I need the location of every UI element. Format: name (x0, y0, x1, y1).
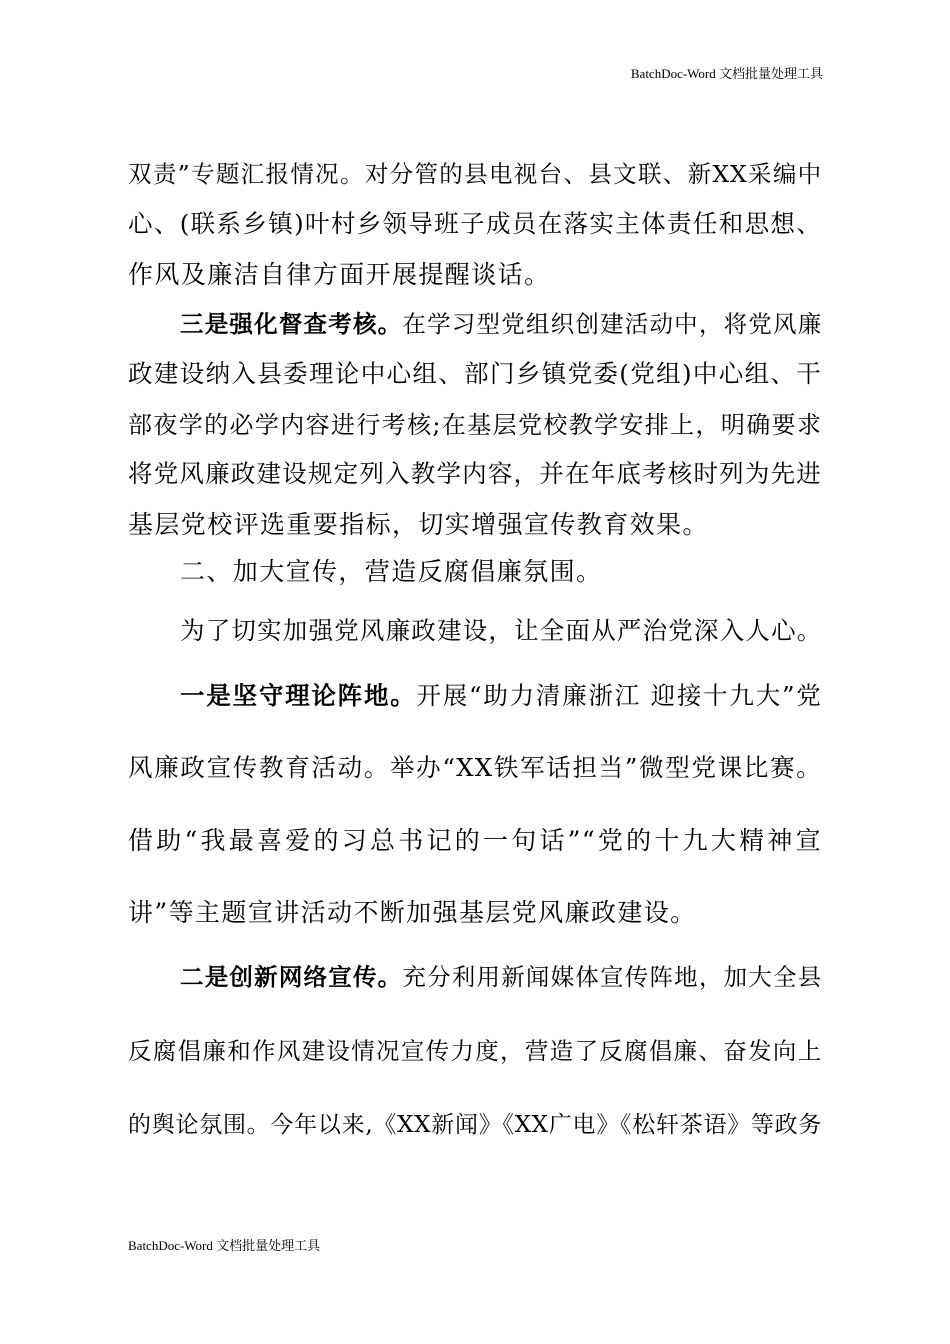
paragraph-lead-1: 一是坚守理论阵地。 (180, 681, 417, 710)
paragraph-line-17: 的舆论氛围。今年以来,《XX新闻》《XX广电》《松轩茶语》等政务 (128, 1112, 822, 1138)
paragraph-line-16: 反腐倡廉和作风建设情况宣传力度，营造了反腐倡廉、奋发向上 (128, 1037, 822, 1065)
paragraph-line-8: 基层党校评选重要指标，切实增强宣传教育效果。 (128, 510, 709, 539)
paragraph-line-14: 讲”等主题宣讲活动不断加强基层党风廉政建设。 (128, 898, 697, 927)
paragraph-line-10: 为了切实加强党风廉政建设，让全面从严治党深入人心。 (180, 616, 823, 645)
paragraph-line-13: 借助“我最喜爱的习总书记的一句话”“党的十九大精神宣 (128, 826, 822, 855)
paragraph-line-5: 政建设纳入县委理论中心组、部门乡镇党委(党组)中心组、干 (128, 359, 822, 388)
page-footer: BatchDoc-Word 文档批量处理工具 (128, 1238, 321, 1253)
paragraph-line-12: 风廉政宣传教育活动。举办“XX铁军话担当”微型党课比赛。 (128, 753, 822, 782)
paragraph-lead-2: 二是创新网络宣传。 (180, 963, 403, 991)
section-heading: 二、加大宣传，营造反腐倡廉氛围。 (180, 557, 603, 586)
paragraph-line-11: 一是坚守理论阵地。开展“助力清廉浙江 迎接十九大”党 (180, 681, 822, 710)
paragraph-lead-3: 三是强化督查考核。 (180, 310, 403, 338)
paragraph-line-15: 二是创新网络宣传。充分利用新闻媒体宣传阵地，加大全县 (180, 963, 822, 991)
paragraph-line-7: 将党风廉政建设规定列入教学内容，并在年底考核时列为先进 (128, 459, 822, 488)
paragraph-line-3: 作风及廉洁自律方面开展提醒谈话。 (128, 260, 551, 289)
paragraph-line-4: 三是强化督查考核。在学习型党组织创建活动中，将党风廉 (180, 310, 822, 338)
page-header: BatchDoc-Word 文档批量处理工具 (630, 66, 823, 81)
paragraph-line-1: 双责”专题汇报情况。对分管的县电视台、县文联、新XX采编中 (128, 160, 822, 188)
paragraph-line-2: 心、(联系乡镇)叶村乡领导班子成员在落实主体责任和思想、 (128, 209, 822, 238)
paragraph-line-6: 部夜学的必学内容进行考核;在基层党校教学安排上，明确要求 (128, 411, 822, 439)
